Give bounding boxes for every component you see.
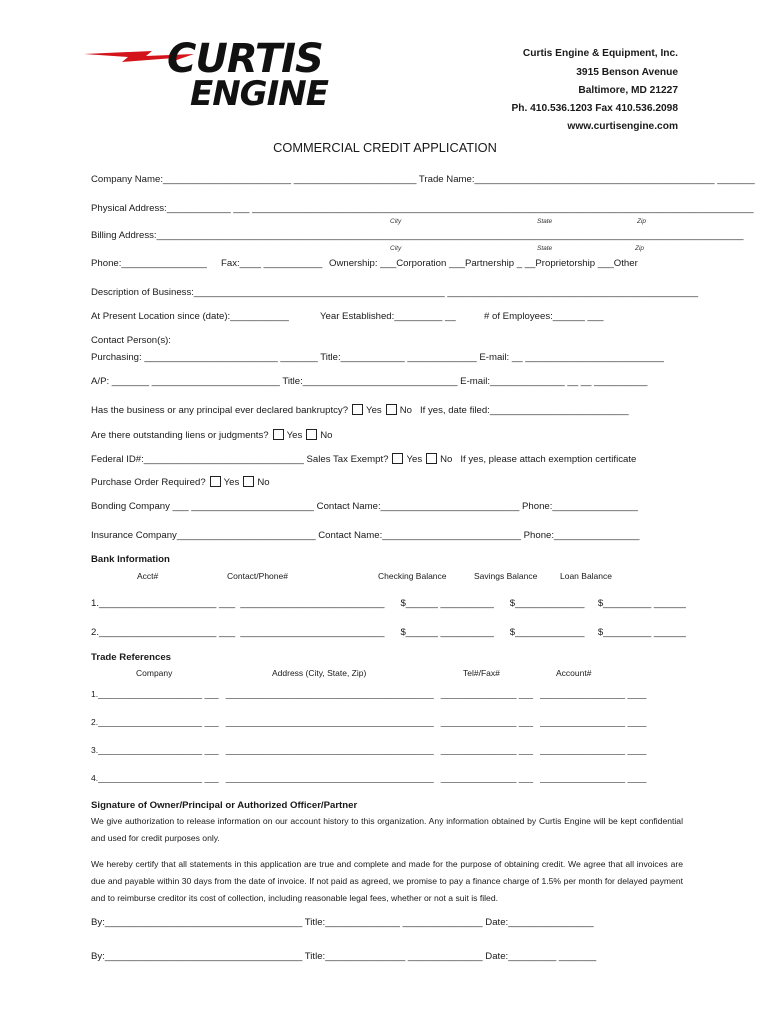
tax-exempt-no-checkbox[interactable] [426,453,437,464]
trade-row-4[interactable]: 4.______________________ ___ ____________________________________________ ________________ ___ __________________ ____ [91,773,647,783]
signature-heading: Signature of Owner/Principal or Authorized Officer/Partner [91,800,358,811]
year-established-field[interactable]: Year Established:_________ __ [320,311,456,322]
company-name: Curtis Engine & Equipment, Inc. [522,48,678,59]
zip-label: Zip [637,218,647,225]
ap-field[interactable]: A/P: _______ ________________________ Title:_____________________________ E-mail:______________ __ __ __________ [91,376,648,387]
liens-no-checkbox[interactable] [306,429,317,440]
authorization-paragraph: We give authorization to release information on our account history to this organization. Any information obtained by Curtis Engine will be kept confidential and used for credit purposes only. [91,816,683,843]
logo [82,36,347,115]
zip-label-2: Zip [635,245,645,252]
bankruptcy-label: Has the business or any principal ever declared bankruptcy? [91,405,349,416]
no-label: No [257,477,270,488]
trade-row-1[interactable]: 1.______________________ ___ ____________________________________________ ________________ ___ __________________ ____ [91,689,647,699]
company-web[interactable]: www.curtisengine.com [567,121,678,132]
insurance-company-field[interactable]: Insurance Company__________________________ Contact Name:__________________________ Phone:________________ [91,530,640,541]
physical-address-field[interactable]: Physical Address:____________ ___ ______________________________________________________________________________________________ [91,203,754,214]
federal-id-field[interactable]: Federal ID#:______________________________ Sales Tax Exempt? [91,454,389,465]
logo-engine: ENGINE [190,74,328,114]
signature-line-2[interactable]: By:_____________________________________ Title:_______________ ______________ Date:_________ _______ [91,951,597,962]
phone-field[interactable]: Phone:________________ [91,258,207,269]
company-city: Baltimore, MD 21227 [578,85,678,96]
trade-references-heading: Trade References [91,652,171,663]
federal-id-row [91,453,636,465]
business-description-field[interactable]: Description of Business:_______________________________________________ _______________________________________________ [91,287,699,298]
city-label-2: City [390,245,402,252]
bank-info-heading: Bank Information [91,554,170,565]
company-street: 3915 Benson Avenue [576,67,678,78]
liens-question [91,429,333,441]
company-name-field[interactable]: Company Name:________________________ _______________________ Trade Name:_____________________________________________ _______ [91,174,755,185]
purchasing-field[interactable]: Purchasing: _________________________ _______ Title:____________ _____________ E-mail: __ __________________________ [91,352,664,363]
contact-persons-label: Contact Person(s): [91,335,171,346]
bank-col-contact: Contact/Phone# [227,571,288,581]
ownership-field[interactable]: Ownership: ___Corporation ___Partnership _ __Proprietorship ___Other [329,258,638,269]
date-filed-field[interactable]: If yes, date filed:__________________________ [419,405,629,416]
state-label: State [537,218,553,225]
bank-row-2[interactable]: 2.______________________ ___ ___________________________ $______ __________ $_____________ $_________ ______ [91,627,686,638]
no-label: No [440,454,453,465]
no-label: No [320,430,333,441]
bank-col-checking: Checking Balance [378,571,447,581]
yes-label: Yes [366,405,382,416]
po-required-label: Purchase Order Required? [91,477,206,488]
trade-col-account: Account# [556,668,592,678]
po-no-checkbox[interactable] [243,476,254,487]
fax-field[interactable]: Fax:____ ___________ [221,258,323,269]
page-title: COMMERCIAL CREDIT APPLICATION [273,140,497,155]
bankruptcy-question [91,404,629,416]
signature-line-1[interactable]: By:_____________________________________ Title:______________ _______________ Date:________________ [91,917,594,928]
trade-row-2[interactable]: 2.______________________ ___ ____________________________________________ ________________ ___ __________________ ____ [91,717,647,727]
trade-col-address: Address (City, State, Zip) [272,668,367,678]
bank-col-loan: Loan Balance [560,571,612,581]
bankruptcy-yes-checkbox[interactable] [352,404,363,415]
bank-row-1[interactable]: 1.______________________ ___ ___________________________ $______ __________ $_____________ $_________ ______ [91,598,686,609]
bankruptcy-no-checkbox[interactable] [386,404,397,415]
city-label: City [390,218,402,225]
logo-curtis: CURTIS [167,36,323,82]
exemption-note: If yes, please attach exemption certificate [460,454,637,465]
po-yes-checkbox[interactable] [210,476,221,487]
bank-col-acct: Acct# [137,571,159,581]
company-phone-fax: Ph. 410.536.1203 Fax 410.536.2098 [511,103,678,114]
tax-exempt-yes-checkbox[interactable] [392,453,403,464]
yes-label: Yes [406,454,423,465]
liens-yes-checkbox[interactable] [273,429,284,440]
po-required-row [91,476,270,488]
trade-col-company: Company [136,668,173,678]
liens-label: Are there outstanding liens or judgments? [91,430,269,441]
bank-col-savings: Savings Balance [474,571,538,581]
trade-col-tel: Tel#/Fax# [463,668,500,678]
no-label: No [399,405,412,416]
bonding-company-field[interactable]: Bonding Company ___ _______________________ Contact Name:__________________________ Phone:________________ [91,501,638,512]
present-location-field[interactable]: At Present Location since (date):___________ [91,311,289,322]
state-label-2: State [537,245,553,252]
billing-address-field[interactable]: Billing Address:______________________________________________________________________________________________________________ [91,230,744,241]
yes-label: Yes [286,430,303,441]
trade-row-3[interactable]: 3.______________________ ___ ____________________________________________ ________________ ___ __________________ ____ [91,745,647,755]
employees-field[interactable]: # of Employees:______ ___ [484,311,604,322]
certification-paragraph: We hereby certify that all statements in this application are true and complete and made for the purpose of obtaining credit. We agree that all invoices are due and payable within 30 days from the date of invoice. If not paid as agreed, we promise to pay a finance charge of 1.5% per month for delayed payment and to reimburse creditor its cost of collection, including reasonable legal fees, whether or not a suit is filed. [91,859,683,903]
yes-label: Yes [223,477,240,488]
